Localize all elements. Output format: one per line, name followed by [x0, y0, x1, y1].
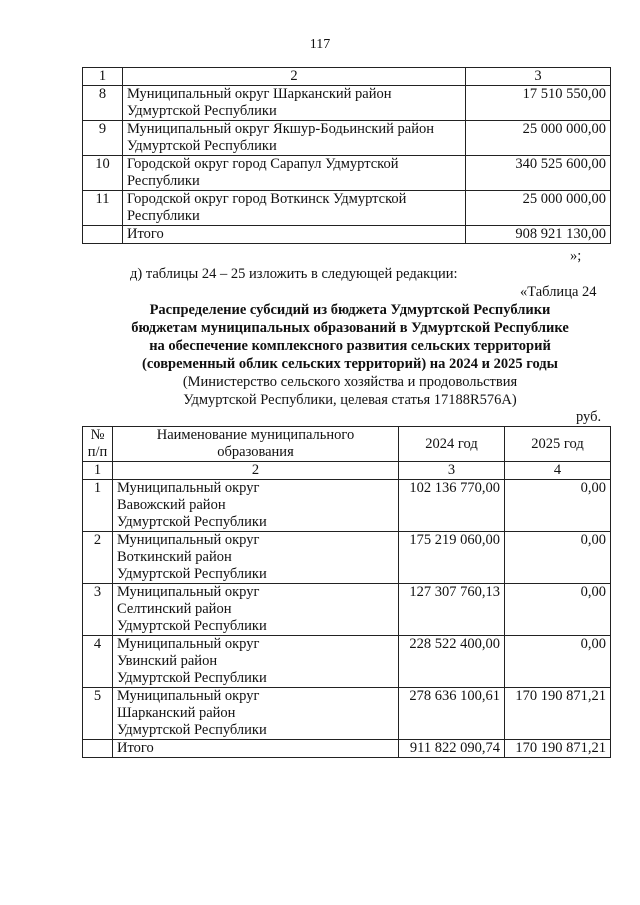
row-number: 3 [83, 584, 113, 636]
amount: 17 510 550,00 [466, 86, 611, 121]
table-row [83, 191, 611, 226]
total-2024: 911 822 090,74 [399, 740, 505, 758]
municipality-name: Городской округ город Воткинск Удмуртской Республики [123, 191, 466, 226]
page-number: 117 [309, 37, 331, 52]
subtitle-line: Удмуртской Республики, целевая статья 17188R576A) [183, 392, 517, 408]
closing-quote: »; [570, 248, 582, 264]
amount-2025: 170 190 871,21 [505, 688, 611, 740]
currency-label: руб. [576, 409, 602, 425]
row-number: 1 [83, 480, 113, 532]
header-name: Наименование муниципального образования [113, 427, 399, 462]
row-number: 5 [83, 688, 113, 740]
title-line: Распределение субсидий из бюджета Удмуртской Республики [149, 302, 551, 318]
amount: 340 525 600,00 [466, 156, 611, 191]
municipality-name: Муниципальный округ Якшур-Бодьинский район Удмуртской Республики [123, 121, 466, 156]
total-label: Итого [113, 740, 399, 758]
total-2025: 170 190 871,21 [505, 740, 611, 758]
municipality-name: Муниципальный округ Воткинский район Удмуртской Республики [113, 532, 399, 584]
table-row [83, 480, 611, 532]
total-row [83, 226, 611, 244]
empty-cell [83, 226, 123, 244]
col-number-2: 2 [113, 462, 399, 480]
amount-2024: 102 136 770,00 [399, 480, 505, 532]
empty-cell [83, 740, 113, 758]
total-label: Итого [123, 226, 466, 244]
municipality-name: Муниципальный округ Шарканский район Удмуртской Республики [123, 86, 466, 121]
table-row [83, 156, 611, 191]
header-2025: 2025 год [505, 427, 611, 462]
table-row [83, 688, 611, 740]
amount-2024: 228 522 400,00 [399, 636, 505, 688]
row-number: 10 [83, 156, 123, 191]
header-number: № п/п [83, 427, 113, 462]
municipality-name: Муниципальный округ Вавожский район Удмуртской Республики [113, 480, 399, 532]
col-number-1: 1 [83, 462, 113, 480]
amount-2025: 0,00 [505, 532, 611, 584]
row-number: 9 [83, 121, 123, 156]
row-number: 2 [83, 532, 113, 584]
amount-2024: 278 636 100,61 [399, 688, 505, 740]
amount-2025: 0,00 [505, 584, 611, 636]
table-header-row [83, 68, 611, 86]
title-line: бюджетам муниципальных образований в Удмуртской Республике [131, 320, 569, 336]
total-amount: 908 921 130,00 [466, 226, 611, 244]
table-row [83, 121, 611, 156]
title-line: на обеспечение комплексного развития сельских территорий [149, 338, 551, 354]
col-number-1: 1 [83, 68, 123, 86]
instruction-text: д) таблицы 24 – 25 изложить в следующей редакции: [130, 266, 458, 282]
row-number: 8 [83, 86, 123, 121]
subtitle-line: (Министерство сельского хозяйства и продовольствия [182, 374, 518, 390]
col-number-4: 4 [505, 462, 611, 480]
municipality-name: Городской округ город Сарапул Удмуртской Республики [123, 156, 466, 191]
table-row [83, 532, 611, 584]
col-number-3: 3 [466, 68, 611, 86]
amount-2025: 0,00 [505, 636, 611, 688]
col-number-3: 3 [399, 462, 505, 480]
table-header-row [83, 427, 611, 462]
col-number-2: 2 [123, 68, 466, 86]
row-number: 4 [83, 636, 113, 688]
title-line: (современный облик сельских территорий) на 2024 и 2025 годы [142, 356, 558, 372]
municipality-name: Муниципальный округ Увинский район Удмуртской Республики [113, 636, 399, 688]
column-number-row [83, 462, 611, 480]
amount-2025: 0,00 [505, 480, 611, 532]
subsidy-table [82, 426, 611, 758]
municipality-name: Муниципальный округ Селтинский район Удмуртской Республики [113, 584, 399, 636]
municipality-name: Муниципальный округ Шарканский район Удмуртской Республики [113, 688, 399, 740]
row-number: 11 [83, 191, 123, 226]
continued-table [82, 67, 611, 244]
table-row [83, 636, 611, 688]
header-2024: 2024 год [399, 427, 505, 462]
amount: 25 000 000,00 [466, 191, 611, 226]
table-row [83, 584, 611, 636]
table-title [60, 301, 640, 409]
amount-2024: 127 307 760,13 [399, 584, 505, 636]
amount-2024: 175 219 060,00 [399, 532, 505, 584]
total-row [83, 740, 611, 758]
table-label: «Таблица 24 [520, 284, 597, 300]
table-row [83, 86, 611, 121]
amount: 25 000 000,00 [466, 121, 611, 156]
